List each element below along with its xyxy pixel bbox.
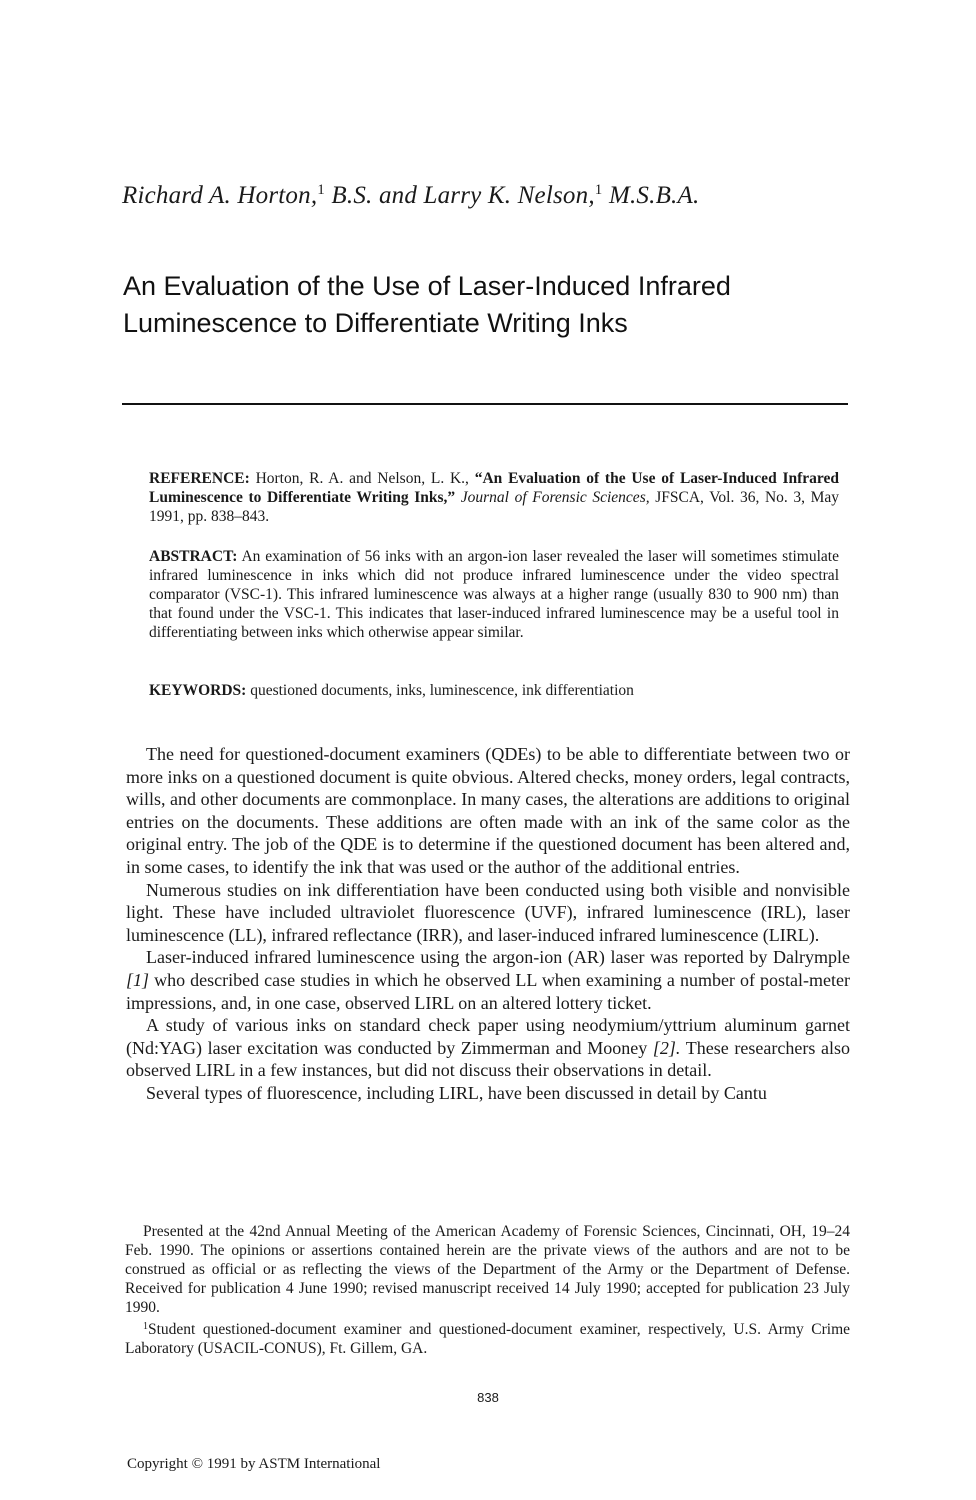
body-paragraph-2: Numerous studies on ink differentiation have been conducted using both visible and nonvisible light. These have included ultraviolet fluorescence (UVF), infrared luminescence (IRL), laser luminescence (LL), infrared reflectance (IRR), and laser-induced infrared luminescence (LIRL). [126,879,850,945]
body-paragraph-3: Laser-induced infrared luminescence using the argon-ion (AR) laser was reported by Dalrymple [1] who described case studies in which he observed LL when examining a number of postal-meter impressions, and, in one case, observed LIRL on an altered lottery ticket. [126,947,851,1013]
reference-details: JFSCA, Vol. 36, No. 3, May 1991, pp. 838–843. [149,489,840,525]
reference-journal: Journal of Forensic Sciences, [460,489,650,506]
body-paragraph-1: The need for questioned-document examiners (QDEs) to be able to differentiate between two or more inks on a questioned document is quite obvious. Altered checks, money orders, legal contracts, wills, and other documents are commonplace. In many cases, the alterations are additions to original entries on the documents. These additions are often made with an ink of the same color as the original entry. The job of the QDE is to determine if the questioned document has been altered and, in some cases, to identify the ink that was used or the author of the additional entries. [126,744,850,877]
keywords-label: KEYWORDS: [149,682,247,699]
author1-affiliation-mark: 1 [317,182,325,198]
keywords-text: questioned documents, inks, luminescence, ink differentiation [250,682,634,699]
footnote-affiliation: $^1$Student questioned-document examiner and questioned-document examiner, respectively, U.S. Army Crime Laboratory (USACIL-CONUS), Ft. Gillem, GA. [125,1321,850,1357]
footnotes [125,1222,850,1358]
author-line [122,182,699,210]
keywords-paragraph [149,681,839,700]
title-line-1: An Evaluation of the Use of Laser-Induced Infrared [123,271,731,301]
body-text [126,743,850,1105]
body-paragraph-4: A study of various inks on standard check paper using neodymium/yttrium aluminum garnet (Nd:YAG) laser excitation was conducted by Zimmerman and Mooney [2]. These researchers also observed LIRL in a few instances, but did not discuss their observations in detail. [126,1015,850,1081]
abstract-paragraph [149,547,839,642]
paper-title [123,268,883,342]
abstract-text: An examination of 56 inks with an argon-ion laser revealed the laser will sometimes stimulate infrared luminescence in inks which did not produce infrared luminescence under the video spectral comparator (VSC-1). This infrared luminescence was always at a higher range (usually 830 to 900 nm) than that found under the VSC-1. This indicates that laser-induced infrared luminescence may be a useful tool in differentiating between inks which otherwise appear similar. [149,548,839,641]
citation-1: [1] [126,969,150,990]
copyright-notice: Copyright © 1991 by ASTM International [127,1456,381,1472]
author2-affiliation-mark: 1 [594,182,603,198]
citation-2: [2]. [652,1037,681,1058]
author2-degree: M.S.B.A. [608,182,700,209]
author1-degree: B.S. and [331,182,418,209]
title-divider [122,403,848,405]
footnote-presentation: Presented at the 42nd Annual Meeting of the American Academy of Forensic Sciences, Cincinnati, OH, 19–24 Feb. 1990. The opinions or assertions contained herein are the private views of the authors and are not to be construed as official or as reflecting the views of the Department of the Army or the Department of Defense. Received for publication 4 June 1990; revised manuscript received 14 July 1990; accepted for publication 23 July 1990. [125,1223,850,1316]
reference-article-title: “An Evaluation of the Use of Laser-Induced Infrared Luminescence to Differentiate Writing Inks,” [149,470,840,506]
body-paragraph-5: Several types of fluorescence, including LIRL, have been discussed in detail by Cantu [146,1082,767,1103]
reference-paragraph [149,469,839,526]
footnote-mark: 1 [143,1321,148,1332]
abstract-label: ABSTRACT: [149,548,238,565]
author1-name: Richard A. Horton, [122,182,318,209]
reference-authors: Horton, R. A. and Nelson, L. K., [255,470,469,487]
reference-label: REFERENCE: [149,470,250,487]
author2-name: Larry K. Nelson, [423,182,595,209]
page-number: 838 [477,1390,499,1405]
title-line-2: Luminescence to Differentiate Writing Inks [123,308,628,338]
